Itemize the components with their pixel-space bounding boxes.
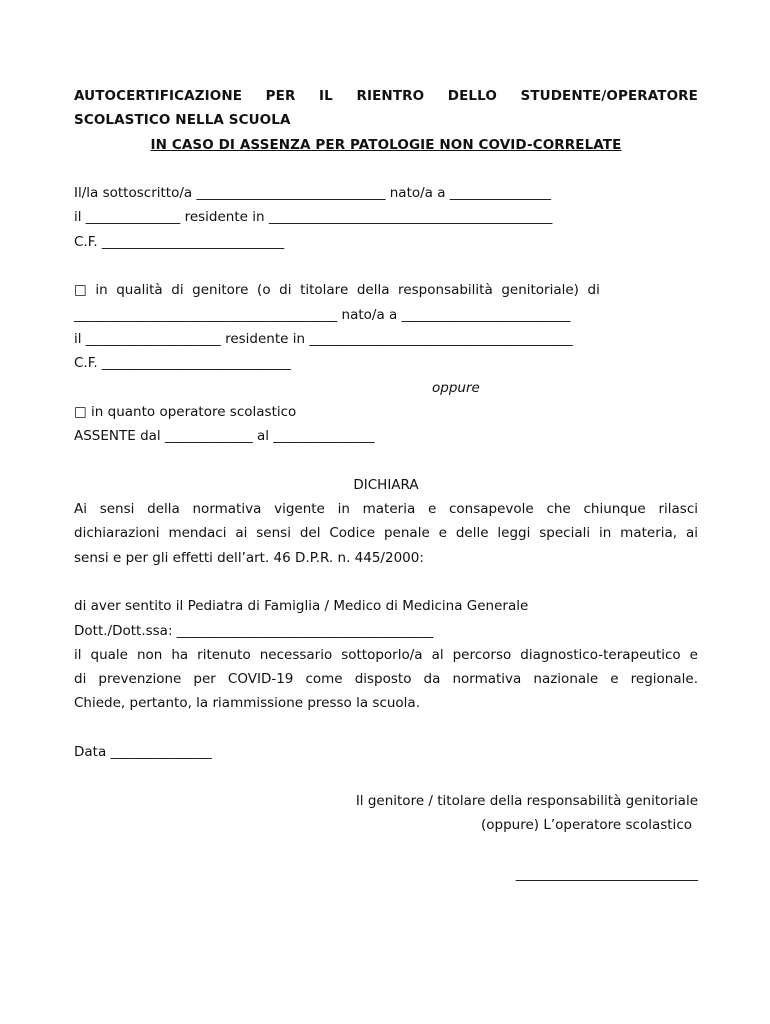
absence-dates-line: ASSENTE dal _____________ al _______________ bbox=[74, 428, 375, 445]
date-field-line: Data _______________ bbox=[74, 744, 212, 761]
doctor-statement-line: di aver sentito il Pediatra di Famiglia / Medico di Medicina Generale bbox=[74, 598, 529, 615]
declarant-cf-line: C.F. ___________________________ bbox=[74, 233, 285, 250]
student-cf-line: C.F. ____________________________ bbox=[74, 355, 291, 372]
doctor-name-line: Dott./Dott.ssa: ______________________________________ bbox=[74, 622, 434, 639]
declarant-name-line: Il/la sottoscritto/a ____________________________ nato/a a _______________ bbox=[74, 185, 552, 202]
doctor-decision-line-2: di prevenzione per COVID-19 come disposto da normativa nazionale e regionale. bbox=[74, 671, 698, 688]
readmission-request-line: Chiede, pertanto, la riammissione presso la scuola. bbox=[74, 695, 420, 712]
title-line-2: SCOLASTICO NELLA SCUOLA bbox=[74, 112, 291, 129]
signature-label-2: (oppure) L’operatore scolastico bbox=[480, 816, 692, 833]
doctor-decision-line-1: il quale non ha ritenuto necessario sottoporlo/a al percorso diagnostico-terapeutico e bbox=[74, 646, 698, 663]
parent-option-line: □ in qualità di genitore (o di titolare della responsabilità genitoriale) di bbox=[74, 282, 600, 299]
declaration-line-1: Ai sensi della normativa vigente in materia e consapevole che chiunque rilasci bbox=[74, 501, 698, 518]
document-page bbox=[74, 84, 698, 886]
dichiara-heading: DICHIARA bbox=[353, 476, 419, 493]
title-line-3: IN CASO DI ASSENZA PER PATOLOGIE NON COVID-CORRELATE bbox=[150, 136, 622, 153]
oppure-label: oppure bbox=[432, 379, 480, 396]
operator-option-line: □ in quanto operatore scolastico bbox=[74, 403, 297, 420]
declaration-line-3: sensi e per gli effetti dell’art. 46 D.P.R. n. 445/2000: bbox=[74, 549, 424, 566]
declaration-line-2: dichiarazioni mendaci ai sensi del Codice penale e delle leggi speciali in materia, ai bbox=[74, 525, 698, 542]
signature-label-1: Il genitore / titolare della responsabilità genitoriale bbox=[355, 792, 698, 809]
student-name-line: _______________________________________ nato/a a _________________________ bbox=[74, 306, 571, 323]
student-residence-line: il ____________________ residente in _______________________________________ bbox=[74, 330, 573, 347]
signature-blank-line: ___________________________ bbox=[515, 865, 698, 882]
declarant-residence-line: il ______________ residente in __________________________________________ bbox=[74, 209, 553, 226]
title-line-1: AUTOCERTIFICAZIONE PER IL RIENTRO DELLO STUDENTE/OPERATORE bbox=[74, 88, 698, 104]
